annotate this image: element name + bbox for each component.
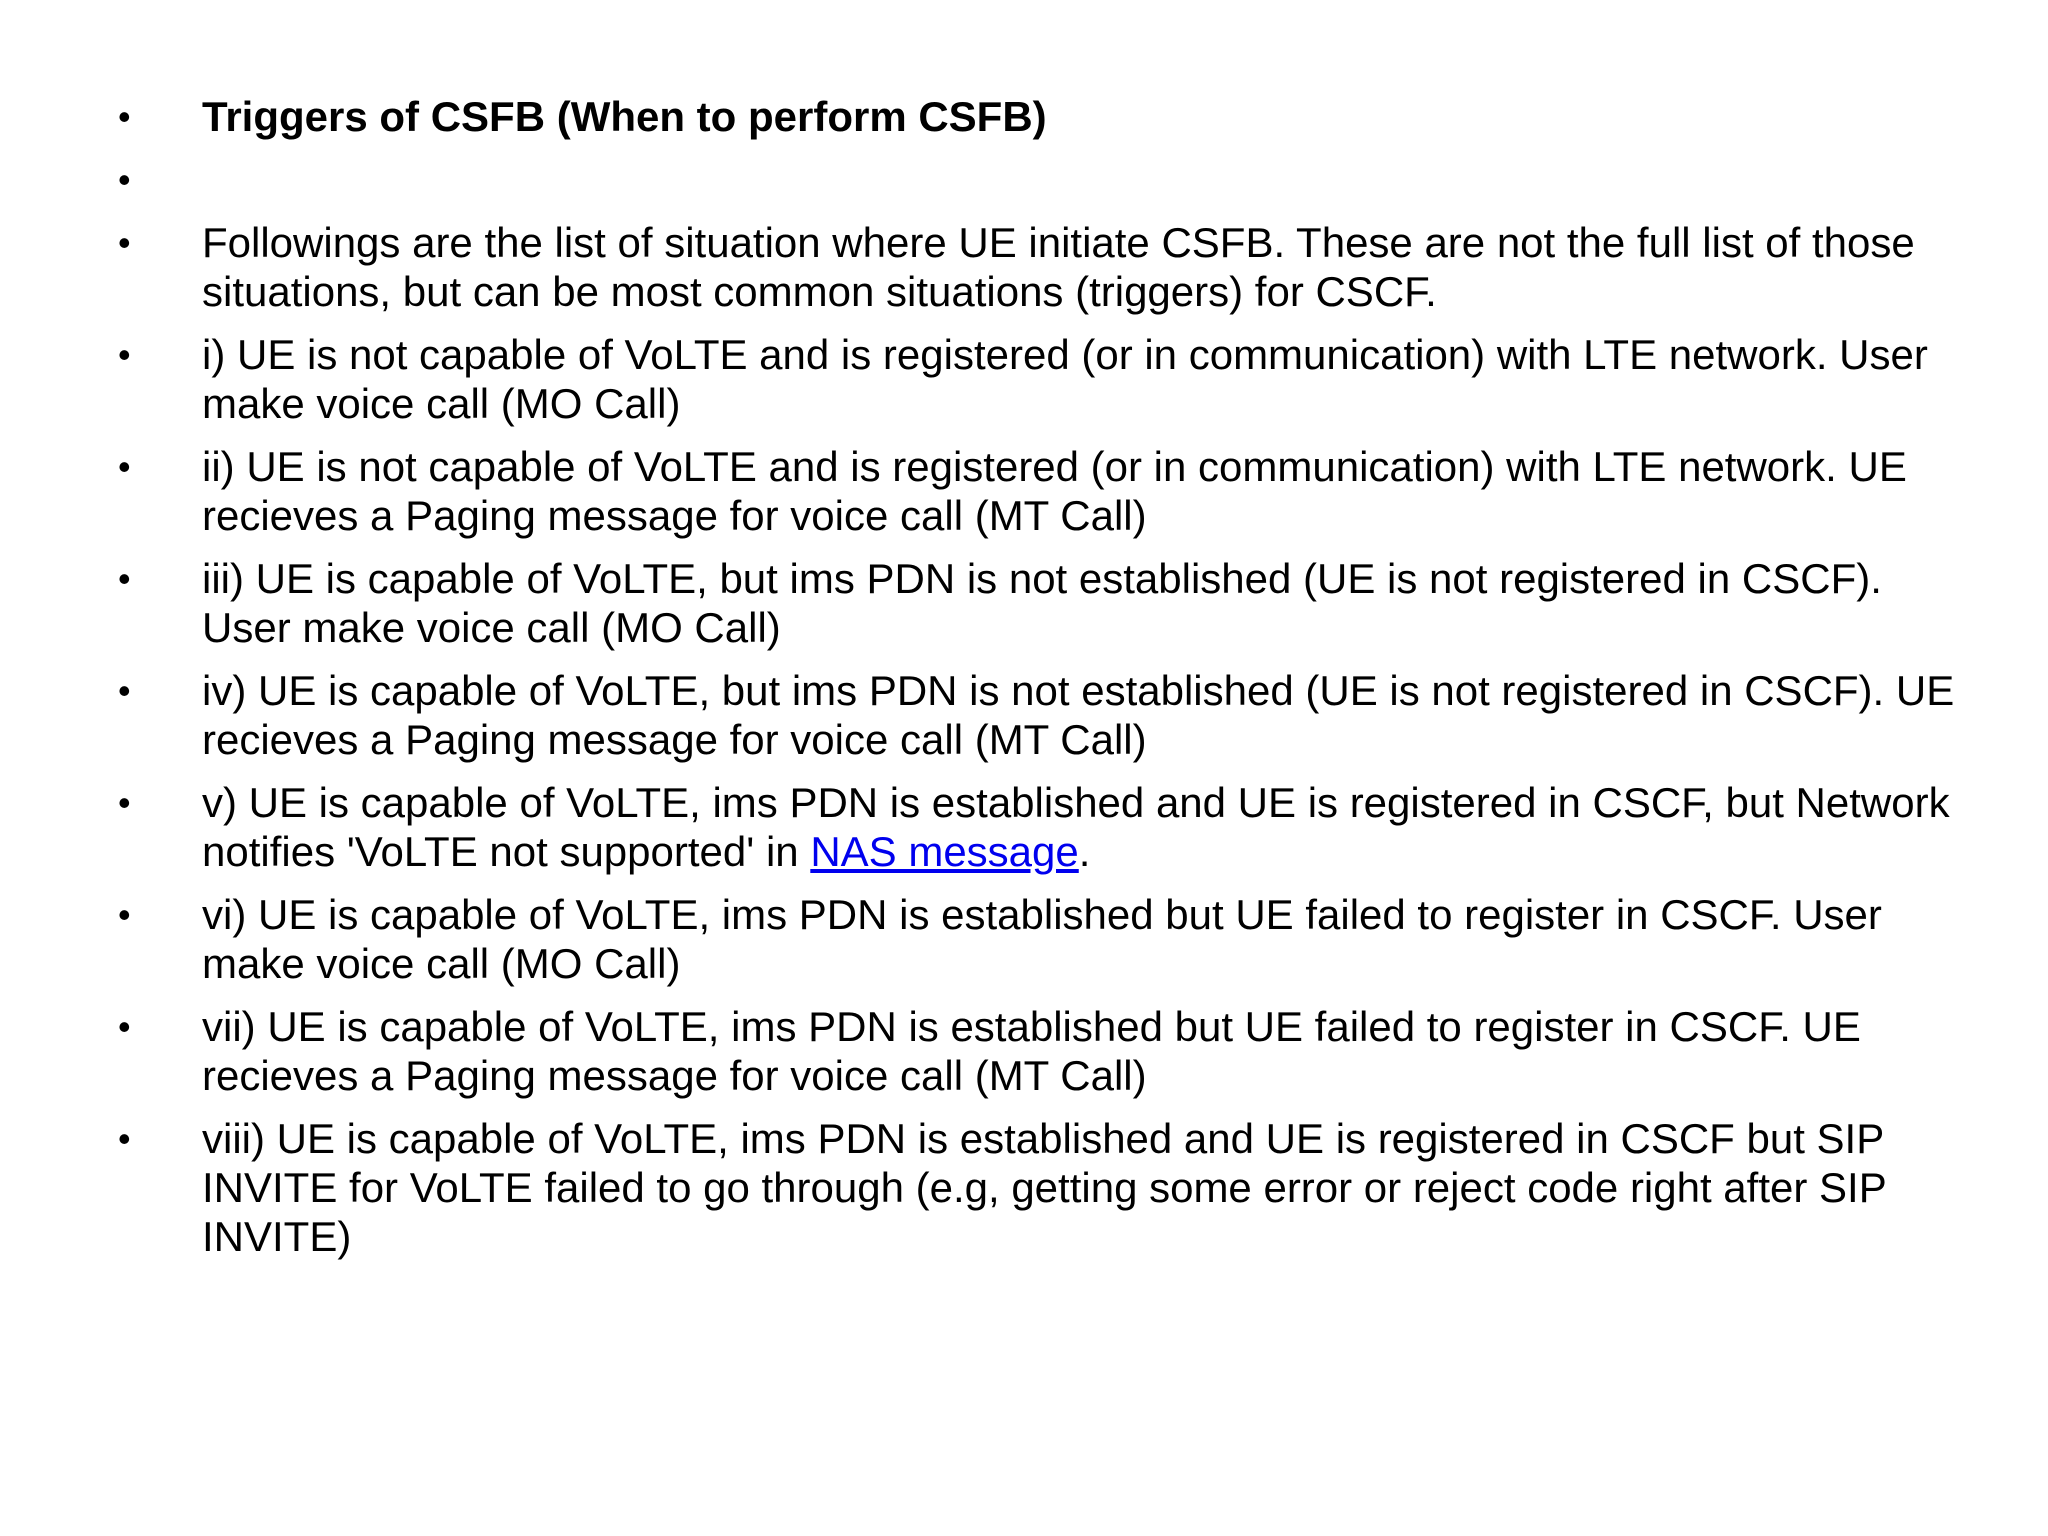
bullet-icon: • <box>118 558 131 599</box>
item-text: vi) UE is capable of VoLTE, ims PDN is established but UE failed to register in CSCF. User make voice call (MO Call) <box>202 891 1882 987</box>
bullet-icon: • <box>118 334 131 375</box>
item-text <box>202 779 1950 875</box>
bullet-item-ii <box>118 442 1978 540</box>
bullet-list <box>118 92 1978 1275</box>
bullet-icon: • <box>118 1006 131 1047</box>
intro-text: Followings are the list of situation where UE initiate CSFB. These are not the full list of those situations, but can be most common situations (triggers) for CSCF. <box>202 219 1915 315</box>
bullet-icon: • <box>118 159 131 200</box>
bullet-icon: • <box>118 446 131 487</box>
bullet-icon: • <box>118 782 131 823</box>
item-text: ii) UE is not capable of VoLTE and is registered (or in communication) with LTE network. UE recieves a Paging message for voice call (MT Call) <box>202 443 1907 539</box>
bullet-icon: • <box>118 222 131 263</box>
item-text: vii) UE is capable of VoLTE, ims PDN is established but UE failed to register in CSCF. UE recieves a Paging message for voice call (MT Call) <box>202 1003 1861 1099</box>
bullet-icon: • <box>118 1118 131 1159</box>
bullet-item-iv <box>118 666 1978 764</box>
bullet-icon: • <box>118 894 131 935</box>
heading-text: Triggers of CSFB (When to perform CSFB) <box>202 93 1047 140</box>
bullet-intro <box>118 218 1978 316</box>
bullet-heading <box>118 92 1978 141</box>
item-text: viii) UE is capable of VoLTE, ims PDN is established and UE is registered in CSCF but SIP INVITE for VoLTE failed to go through (e.g, getting some error or reject code right after SIP INVITE) <box>202 1115 1886 1260</box>
item-v-text-after: . <box>1078 828 1091 875</box>
bullet-empty <box>118 155 1978 204</box>
bullet-item-viii <box>118 1114 1978 1261</box>
bullet-icon: • <box>118 670 131 711</box>
item-text: iv) UE is capable of VoLTE, but ims PDN is not established (UE is not registered in CSCF). UE recieves a Paging message for voice call (MT Call) <box>202 667 1955 763</box>
item-v-text-before: v) UE is capable of VoLTE, ims PDN is established and UE is registered in CSCF, but Network notifies 'VoLTE not supported' in <box>202 779 1950 875</box>
bullet-item-vi <box>118 890 1978 988</box>
bullet-icon: • <box>118 96 131 137</box>
item-text: i) UE is not capable of VoLTE and is registered (or in communication) with LTE network. User make voice call (MO Call) <box>202 331 1928 427</box>
bullet-item-i <box>118 330 1978 428</box>
item-text: iii) UE is capable of VoLTE, but ims PDN is not established (UE is not registered in CSCF). User make voice call (MO Call) <box>202 555 1882 651</box>
bullet-item-iii <box>118 554 1978 652</box>
bullet-item-vii <box>118 1002 1978 1100</box>
bullet-item-v <box>118 778 1978 876</box>
nas-message-link[interactable]: NAS message <box>810 828 1079 875</box>
